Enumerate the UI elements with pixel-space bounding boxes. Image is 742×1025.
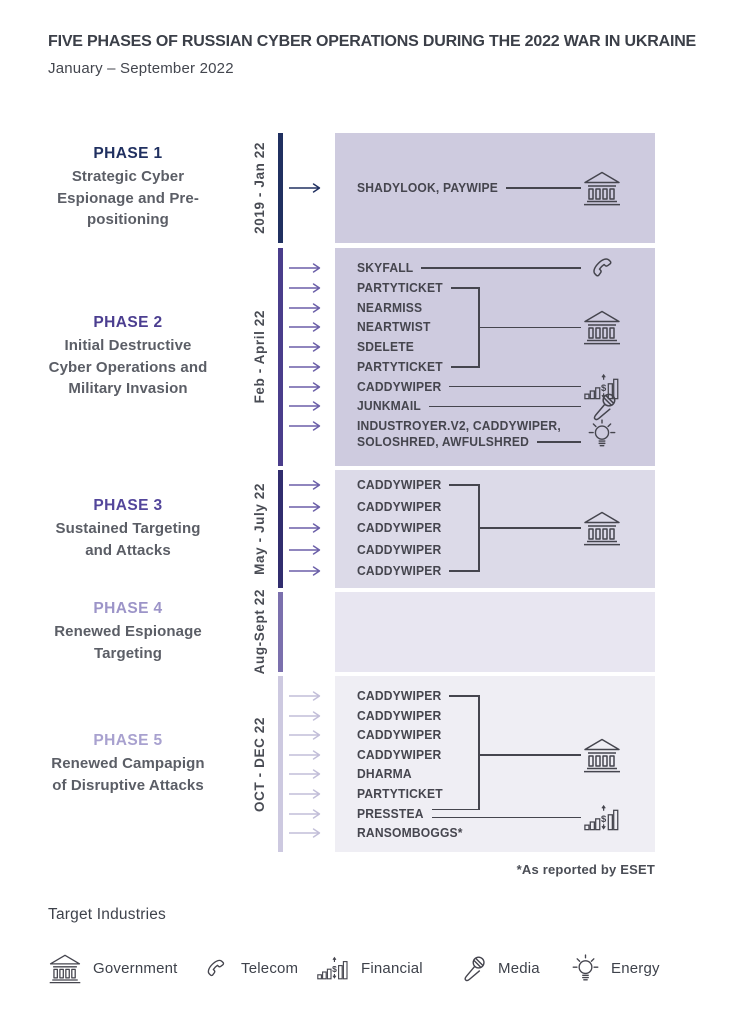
malware-entry	[357, 378, 448, 396]
phase-description: Renewed Campapign of Disruptive Attacks	[51, 755, 205, 794]
phase-date	[241, 248, 277, 466]
connector-line	[478, 754, 581, 756]
phase-heading: PHASE 4	[93, 600, 163, 617]
phase-label	[20, 133, 236, 243]
connector-line	[537, 441, 581, 443]
malware-label: CADDYWIPER	[357, 498, 442, 514]
energy-icon	[571, 953, 600, 984]
legend-title: Target Industries	[48, 906, 166, 923]
connector-line	[449, 484, 478, 486]
malware-entry	[357, 726, 448, 744]
malware-entry	[357, 541, 448, 559]
malware-label: PARTYTICKET	[357, 786, 443, 801]
malware-label: CADDYWIPER	[357, 378, 442, 394]
phase-date	[241, 589, 277, 675]
telecom-icon	[588, 253, 618, 283]
flow-arrow-icon	[288, 479, 322, 491]
malware-label: CADDYWIPER	[357, 563, 442, 578]
flow-arrow-icon	[288, 788, 322, 800]
connector-bracket-line	[478, 695, 480, 810]
phase-date-label: Aug-Sept 22	[251, 589, 267, 675]
flow-arrow-icon	[288, 501, 322, 513]
flow-arrow-icon	[288, 400, 322, 412]
legend-item-media	[461, 940, 540, 996]
svg-text:$: $	[600, 382, 607, 394]
government-icon	[582, 510, 622, 546]
malware-entry	[357, 358, 449, 376]
connector-line	[449, 386, 581, 388]
phase-label	[20, 470, 236, 588]
malware-label: JUNKMAIL	[357, 398, 421, 414]
flow-arrow-icon	[288, 282, 322, 294]
connector-line	[432, 817, 581, 819]
malware-label: CADDYWIPER	[357, 688, 442, 703]
government-icon	[582, 170, 622, 206]
malware-label: SKYFALL	[357, 260, 414, 275]
phase-date-label: May - July 22	[251, 483, 267, 575]
phase-timeline-bar	[278, 470, 283, 588]
flow-arrow-icon	[288, 361, 322, 373]
malware-label: CADDYWIPER	[357, 520, 442, 535]
connector-line	[506, 187, 581, 189]
phase-date	[241, 470, 277, 588]
connector-line	[449, 695, 478, 697]
malware-label: SHADYLOOK, PAYWIPE	[357, 180, 499, 195]
phase-timeline-bar	[278, 592, 283, 672]
phases-diagram	[0, 133, 742, 852]
flow-arrow-icon	[288, 710, 322, 722]
flow-arrow-icon	[288, 182, 322, 194]
malware-entry	[357, 498, 448, 516]
connector-line	[451, 287, 478, 289]
malware-entry	[357, 562, 448, 580]
phase-timeline-bar	[278, 133, 283, 243]
page-title: FIVE PHASES OF RUSSIAN CYBER OPERATIONS DURING THE 2022 WAR IN UKRAINE	[48, 33, 697, 50]
financial-icon	[583, 804, 621, 831]
phase-date-label: 2019 - Jan 22	[251, 142, 267, 234]
flow-arrow-icon	[288, 808, 322, 820]
phase-heading: PHASE 1	[93, 145, 163, 163]
phase-timeline-bar	[278, 248, 283, 466]
telecom-icon	[203, 955, 230, 982]
malware-entry	[357, 805, 429, 823]
flow-arrow-icon	[288, 262, 322, 274]
phase-label	[20, 248, 236, 466]
flow-arrow-icon	[288, 729, 322, 741]
malware-entry	[357, 259, 418, 277]
flow-arrow-icon	[288, 341, 322, 353]
phase-date	[241, 133, 277, 243]
phase-label	[20, 676, 236, 852]
legend-item-telecom	[203, 940, 298, 996]
header	[48, 33, 696, 77]
connector-line	[429, 406, 581, 408]
malware-entry	[357, 338, 418, 356]
connector-line	[432, 809, 478, 811]
phase-description: Sustained Targeting and Attacks	[55, 520, 201, 559]
malware-label: SOLOSHRED, AWFULSHRED	[357, 434, 530, 449]
malware-label: CADDYWIPER	[357, 541, 442, 557]
legend-item-label: Telecom	[241, 959, 299, 977]
phase-date	[241, 676, 277, 852]
malware-entry	[357, 707, 448, 725]
malware-entry	[357, 746, 448, 764]
malware-label: NEARTWIST	[357, 319, 431, 335]
phase-timeline-bar	[278, 676, 283, 852]
government-icon	[48, 953, 82, 984]
flow-arrow-icon	[288, 522, 322, 534]
government-icon	[582, 737, 622, 773]
malware-entry	[357, 687, 448, 705]
phase-description: Strategic Cyber Espionage and Pre-positioning	[57, 168, 199, 229]
government-icon	[582, 309, 622, 345]
legend-item-financial	[316, 940, 423, 996]
malware-entry	[357, 279, 449, 297]
flow-arrow-icon	[288, 420, 322, 432]
phase-row-5	[0, 676, 742, 852]
financial-icon	[316, 956, 350, 980]
flow-arrow-icon	[288, 827, 322, 839]
legend-item-label: Energy	[611, 959, 660, 977]
connector-line	[451, 366, 478, 368]
phase-description: Initial Destructive Cyber Operations and Military Invasion	[48, 337, 208, 398]
malware-label: CADDYWIPER	[357, 746, 442, 762]
legend-item-label: Media	[498, 959, 540, 977]
phase-row-4	[0, 589, 742, 675]
malware-label: SDELETE	[357, 339, 415, 354]
flow-arrow-icon	[288, 690, 322, 702]
phase-date-label: OCT - DEC 22	[251, 716, 267, 812]
malware-entry	[357, 476, 448, 494]
malware-entry	[357, 397, 426, 415]
energy-icon	[587, 418, 617, 450]
legend-item-government	[48, 940, 178, 996]
flow-arrow-icon	[288, 544, 322, 556]
connector-line	[478, 527, 581, 529]
malware-label: DHARMA	[357, 766, 412, 782]
malware-entry	[357, 519, 448, 537]
phase-heading: PHASE 5	[93, 732, 163, 749]
flow-arrow-icon	[288, 302, 322, 314]
malware-label: CADDYWIPER	[357, 727, 442, 743]
malware-entry	[357, 179, 509, 197]
legend	[0, 940, 742, 1000]
malware-entry	[357, 433, 542, 451]
svg-text:$: $	[600, 813, 607, 825]
phase-row-1	[0, 133, 742, 243]
media-icon	[590, 391, 618, 421]
media-icon	[461, 954, 487, 982]
malware-label: CADDYWIPER	[357, 707, 442, 723]
phase-box	[335, 676, 655, 852]
phase-row-2	[0, 248, 742, 466]
malware-label: PARTYTICKET	[357, 358, 443, 374]
flow-arrow-icon	[288, 381, 322, 393]
malware-entry	[357, 824, 471, 842]
malware-label: NEARMISS	[357, 299, 423, 315]
malware-label: CADDYWIPER	[357, 477, 442, 492]
malware-entry	[357, 318, 436, 336]
page-subtitle: January – September 2022	[48, 60, 234, 77]
phase-heading: PHASE 3	[93, 497, 163, 514]
phase-box	[335, 592, 655, 672]
phase-row-3	[0, 470, 742, 588]
malware-label: INDUSTROYER.V2, CADDYWIPER,	[357, 418, 561, 433]
phase-heading: PHASE 2	[93, 314, 163, 332]
malware-entry	[357, 765, 416, 783]
phase-label	[20, 592, 236, 672]
phase-box	[335, 133, 655, 243]
malware-label: PARTYTICKET	[357, 279, 443, 295]
phase-date-label: Feb - April 22	[251, 310, 267, 404]
malware-entry	[357, 785, 449, 803]
footnote: *As reported by ESET	[516, 862, 655, 877]
connector-line	[449, 570, 478, 572]
connector-line	[421, 267, 581, 269]
connector-line	[478, 327, 581, 329]
legend-item-label: Financial	[361, 959, 423, 977]
flow-arrow-icon	[288, 768, 322, 780]
malware-entry	[357, 299, 427, 317]
legend-item-energy	[571, 940, 660, 996]
flow-arrow-icon	[288, 321, 322, 333]
flow-arrow-icon	[288, 749, 322, 761]
malware-label: PRESSTEA	[357, 805, 424, 821]
malware-label: RANSOMBOGGS*	[357, 825, 463, 841]
svg-text:$: $	[332, 963, 337, 974]
legend-item-label: Government	[93, 959, 178, 977]
phase-box	[335, 248, 655, 466]
phase-description: Renewed Espionage Targeting	[54, 623, 202, 662]
flow-arrow-icon	[288, 565, 322, 577]
phase-box	[335, 470, 655, 588]
